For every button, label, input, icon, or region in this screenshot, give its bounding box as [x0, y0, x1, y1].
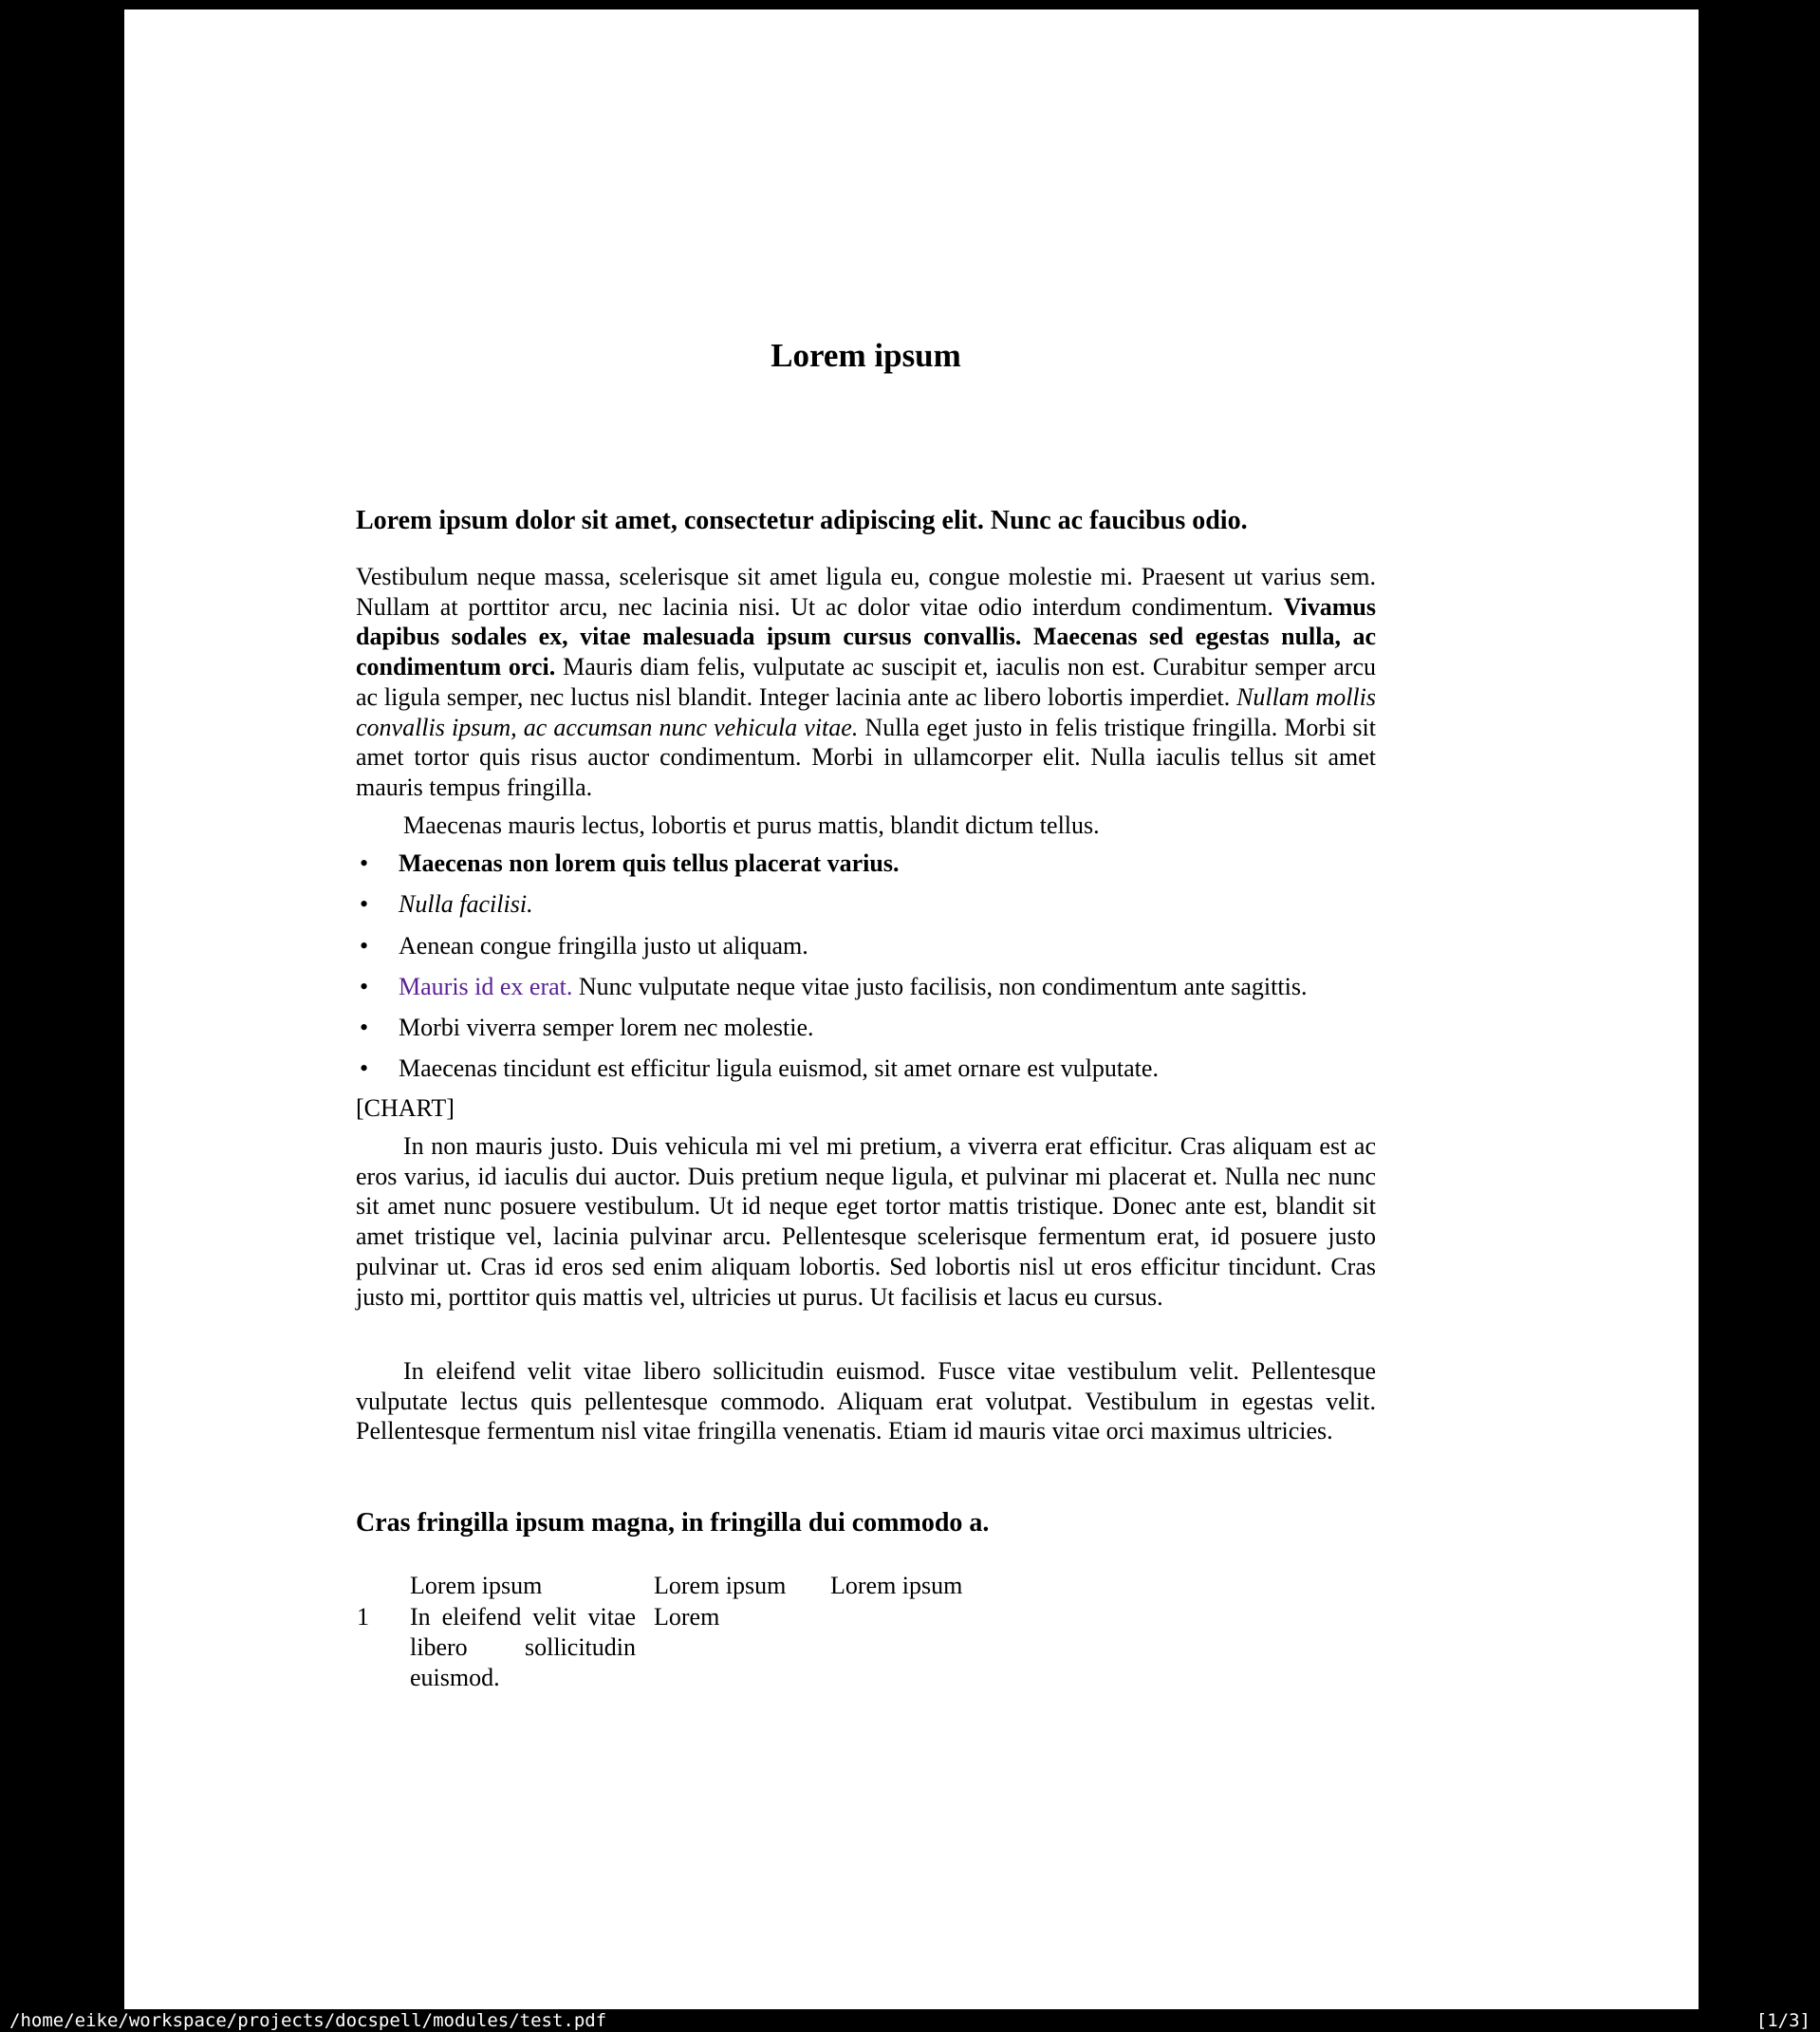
text-segment: Maecenas mauris lectus, lobortis et purus mattis, blandit dictum tellus. [403, 811, 1100, 839]
text-segment: In eleifend velit vitae libero sollicitudin euismod. Fusce vitae vestibulum velit. Pellentesque vulputate lectus quis pellentesque commodo. Aliquam erat volutpat. Vestibulum in egestas velit. Pellentesque fermentum nisl vitae fringilla venenatis. Etiam id mauris vitae orci maximus ultricies. [356, 1357, 1376, 1445]
text-segment: Nulla facilisi. [399, 890, 533, 919]
table-row-number: 1 [357, 1603, 369, 1631]
text-segment: Vestibulum neque massa, scelerisque sit amet ligula eu, congue molestie mi. Praesent ut varius sem. Nullam at porttitor arcu, nec lacinia nisi. Ut ac dolor vitae odio interdum condimentum. [356, 563, 1376, 621]
bullet-icon: • [360, 849, 369, 877]
document-text-column [356, 9, 1376, 1691]
text-segment: Maecenas non lorem quis tellus placerat varius. [399, 849, 900, 877]
text-segment: Morbi viverra semper lorem nec molestie. [399, 1014, 814, 1042]
text-segment: Nulla eget justo in felis tristique fringilla. Morbi sit amet tortor quis risus auctor condimentum. Morbi in ullamcorper elit. Nulla iaculis tellus sit amet mauris tempus fringilla. [356, 713, 1376, 801]
paragraph [356, 811, 1376, 841]
text-segment: In non mauris justo. Duis vehicula mi vel mi pretium, a viverra erat efficitur. Cras aliquam est ac eros varius, id iaculis dui auctor. Duis pretium neque ligula, et pulvinar mi placerat et. Nulla nec nunc sit amet nunc posuere vestibulum. Ut id neque eget tortor mattis tristique. Donec ante est, blandit sit amet tristique vel, lacinia pulvinar arcu. Pellentesque scelerisque fermentum erat, id posuere justo pulvinar ut. Cras id eros sed enim aliquam lobortis. Sed lobortis nisl ut eros efficitur tincidunt. Cras justo mi, porttitor quis mattis vel, ultricies ut purus. Ut facilisis et lacus eu cursus. [356, 1132, 1376, 1311]
bullet-icon: • [360, 1054, 369, 1083]
table-cell: Lorem [654, 1603, 720, 1631]
bullet-icon: • [360, 972, 369, 1000]
hyperlink[interactable]: Mauris id ex erat. [399, 972, 573, 1000]
paragraph-block [356, 1131, 1376, 1312]
list-item [356, 931, 1376, 961]
list-item [356, 1053, 1376, 1084]
pdf-page [124, 9, 1699, 2009]
text-segment: Aenean congue fringilla justo ut aliquam. [399, 931, 808, 960]
bullet-list [356, 848, 1376, 1084]
bullet-icon: • [360, 890, 369, 919]
list-item [356, 1013, 1376, 1043]
list-item [356, 889, 1376, 920]
paragraph-block [356, 811, 1376, 841]
table-cell: In eleifend velit vitae libero sollicitudin euismod. [410, 1603, 636, 1691]
text-segment: Maecenas tincidunt est efficitur ligula euismod, sit amet ornare est vulputate. [399, 1054, 1159, 1083]
bullet-list-block [356, 848, 1376, 1095]
text-segment: Mauris diam felis, vulputate ac suscipit et, iaculis non est. Curabitur semper arcu ac ligula semper, nec luctus nisl blandit. Integer lacinia ante ac libero lobortis imperdiet. [356, 653, 1376, 711]
table-column-header: Lorem ipsum [654, 1572, 787, 1599]
statusbar-page-indicator: [1/3] [1755, 2010, 1811, 2031]
document-title: Lorem ipsum [771, 337, 961, 374]
table-column-header: Lorem ipsum [410, 1572, 543, 1599]
data-table [356, 1571, 1376, 1723]
paragraph-block [356, 562, 1376, 803]
text-segment: Nunc vulputate neque vitae justo facilisis, non condimentum ante sagittis. [572, 972, 1308, 1000]
bullet-icon: • [360, 931, 369, 960]
statusbar-file-path: /home/eike/workspace/projects/docspell/modules/test.pdf [9, 2010, 607, 2031]
text-segment: Vivamus dapibus sodales ex, vitae malesuada ipsum cursus convallis. Maecenas sed egestas nulla, ac condimentum orci. [356, 592, 1376, 681]
paragraph-block [356, 1356, 1376, 1446]
list-item [356, 972, 1376, 1002]
table-column-header: Lorem ipsum [830, 1572, 963, 1599]
list-item [356, 848, 1376, 879]
chart-placeholder: [CHART] [356, 1094, 455, 1122]
text-segment: Nullam mollis convallis ipsum, ac accumsan nunc vehicula vitae. [356, 682, 1376, 741]
section-heading: Lorem ipsum dolor sit amet, consectetur adipiscing elit. Nunc ac faucibus odio. [356, 506, 1248, 535]
paragraph [356, 562, 1376, 803]
paragraph [356, 1131, 1376, 1312]
section-heading: Cras fringilla ipsum magna, in fringilla dui commodo a. [356, 1508, 990, 1538]
bullet-icon: • [360, 1014, 369, 1042]
paragraph [356, 1356, 1376, 1446]
statusbar [0, 2009, 1820, 2032]
